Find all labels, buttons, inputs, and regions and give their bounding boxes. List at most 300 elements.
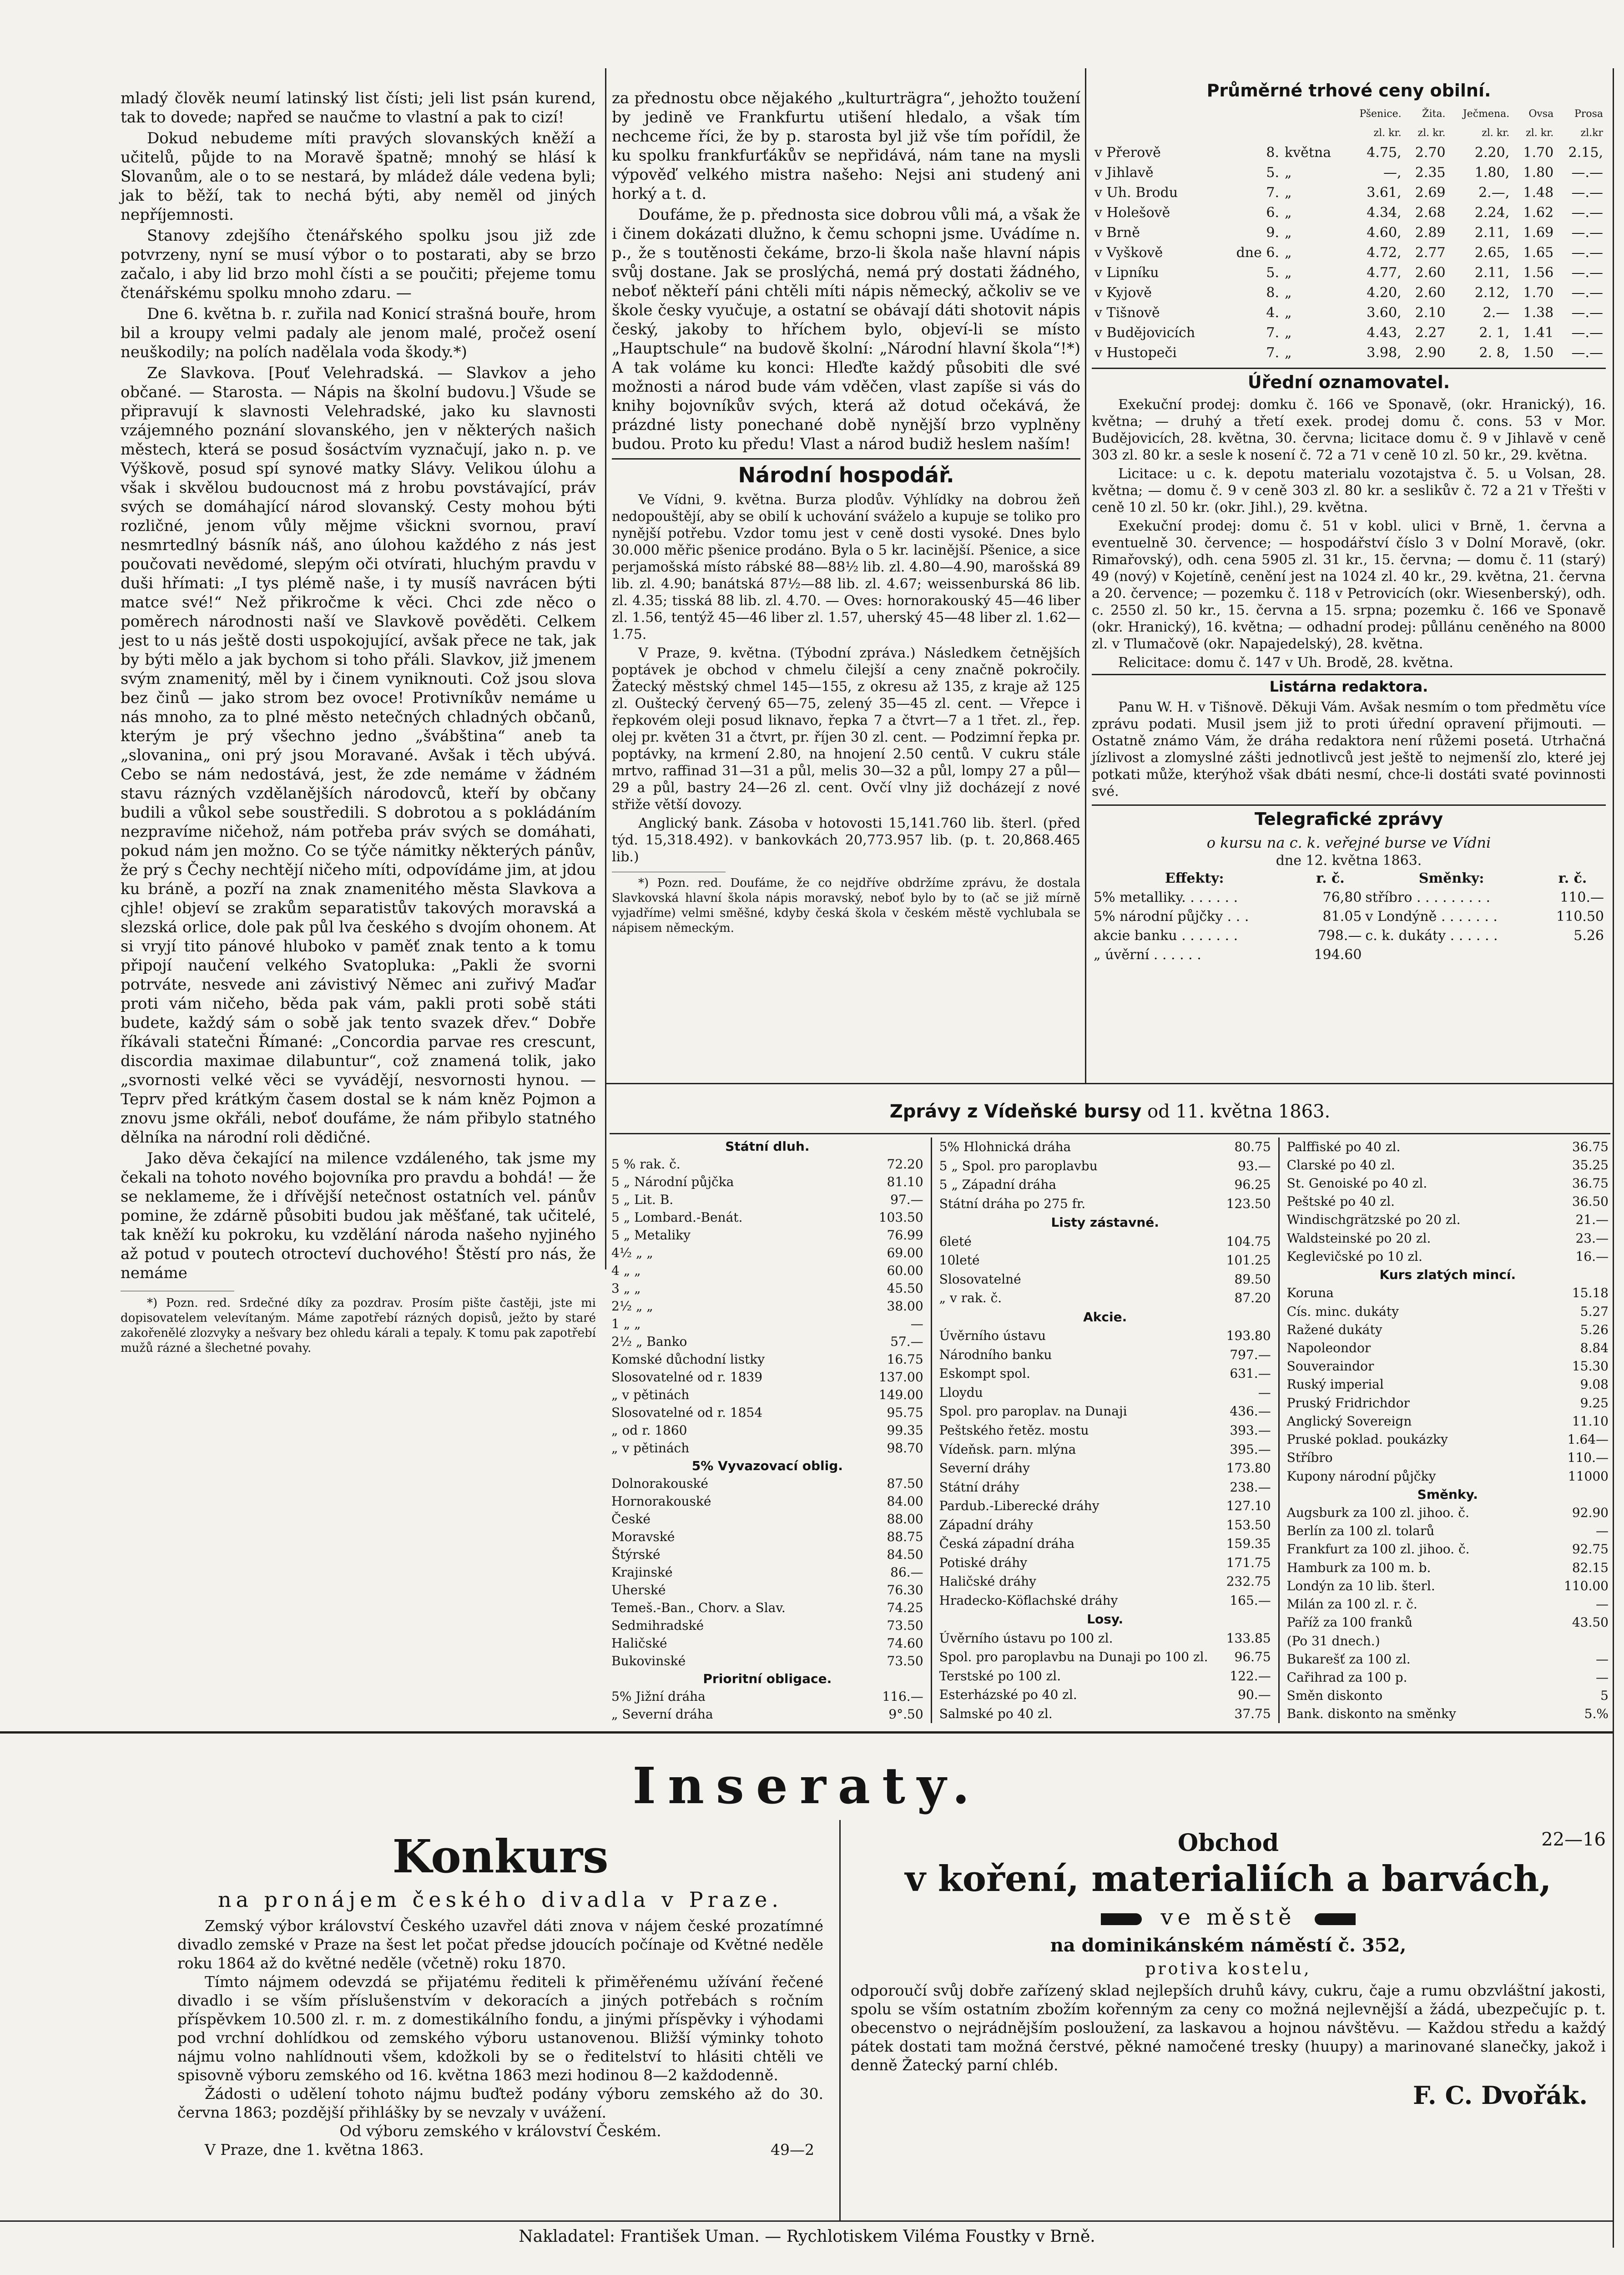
table-section-row xyxy=(610,1670,925,1688)
table-cell-name: Moravské xyxy=(611,1529,675,1544)
paragraph: Doufáme, že p. přednosta sice dobrou vůli má, a však že i činem dokázati dlužno, k čemu schopni jsme. Uvádíme n. p., že s toutěnosti čekáme, brzo-li škola naše hlavní nápis svůj dostane. Jak se proslýchá, nemá prý dostati žádného, neboť někteří páni chtěli míti nápis německý, ačkoliv se ve škole česky vyučuje, a ostatní se obávají dáti shotovit nápis český, jakoby to hříchem bylo, objeví-li se místo „Hauptschule“ na budově školní: „Národní hlavní škola“!*) A tak voláme ku konci: Hleďte každý působiti dle své možnosti a národ bude vám vděčen, vlast zapíše si vás do knihy bojovníkův svých, která až dotud očekává, že prázdné listy ponechané době nynější brzo vyplněny budou. Proto ku předu! Vlast a národ budiž heslem naším! xyxy=(612,206,1080,453)
table-cell-value: 193.80 xyxy=(1226,1328,1271,1344)
table-row xyxy=(610,1386,925,1404)
table-row xyxy=(610,1297,925,1315)
table-row xyxy=(1285,1431,1610,1449)
table-cell-name: Esterházské po 40 zl. xyxy=(939,1687,1077,1703)
table-row xyxy=(938,1440,1273,1459)
table-row xyxy=(610,1492,925,1510)
table-cell-value xyxy=(1539,945,1606,965)
table-cell-value: 82.15 xyxy=(1572,1560,1609,1575)
table-cell-value: 87.50 xyxy=(887,1476,923,1491)
table-row xyxy=(1092,323,1606,343)
table-row xyxy=(938,1289,1273,1308)
table-cell-price: —, xyxy=(1383,165,1402,181)
table-cell-name: Uherské xyxy=(611,1582,666,1598)
table-row xyxy=(1285,1320,1610,1339)
unit-label: zl. kr. xyxy=(1373,127,1402,139)
table-cell-value: 110.— xyxy=(1560,890,1604,905)
table-cell-value: 35.25 xyxy=(1572,1157,1609,1173)
table-cell-name: 5 „ Západní dráha xyxy=(939,1177,1057,1193)
table-cell-effect: 5% metalliky. . . . . . . xyxy=(1094,890,1238,905)
table-row xyxy=(610,1208,925,1226)
table-row xyxy=(1285,1138,1610,1156)
table-cell-name: 2½ „ „ xyxy=(611,1299,653,1314)
table-row xyxy=(1285,1558,1610,1577)
table-section-heading: Kurs zlatých mincí. xyxy=(1379,1267,1516,1283)
table-section-heading: Prioritní obligace. xyxy=(703,1671,832,1686)
table-cell-value: 81.05 xyxy=(1322,909,1362,925)
table-cell-value: 74.25 xyxy=(887,1600,923,1615)
table-cell-name: Windischgrätzské po 20 zl. xyxy=(1286,1212,1461,1228)
table-cell-value: 5.27 xyxy=(1580,1304,1609,1319)
table-cell-value: 80.75 xyxy=(1234,1139,1271,1155)
table-row xyxy=(938,1553,1273,1572)
table-cell-name: 5 % rak. č. xyxy=(611,1157,681,1172)
table-cell-name: Pruské poklad. poukázky xyxy=(1286,1432,1448,1447)
table-cell-price: 3.98, xyxy=(1367,345,1402,361)
table-cell-name: Pardub.-Liberecké dráhy xyxy=(939,1498,1099,1514)
pointing-hand-icon xyxy=(1315,1913,1356,1925)
table-cell-name: „ v pětinách xyxy=(611,1441,690,1456)
table-row xyxy=(1092,263,1606,283)
table-cell-day: 7. xyxy=(1266,185,1280,201)
table-cell-value: 43.50 xyxy=(1572,1615,1609,1630)
table-cell-price: 2.70 xyxy=(1415,145,1446,161)
table-cell-value: 103.50 xyxy=(878,1210,923,1225)
table-cell-name: Paříž za 100 franků xyxy=(1286,1615,1413,1630)
table-cell-name: 2½ „ Banko xyxy=(611,1334,687,1349)
table-cell-value: 5 xyxy=(1600,1688,1609,1704)
table-cell-value: 96.75 xyxy=(1234,1649,1271,1665)
table-cell-price: 4.77, xyxy=(1367,265,1402,281)
table-cell-name: 5 „ Spol. pro paroplavbu xyxy=(939,1158,1098,1173)
paragraph: Žádosti o udělení tohoto nájmu buďtež podány výboru zemského až do 30. června 1863; pozdější přihlášky by se nevzaly v uvážení. xyxy=(177,2085,823,2121)
table-cell-price: 4.20, xyxy=(1367,285,1402,301)
table-cell-name: Palffiské po 40 zl. xyxy=(1286,1139,1401,1154)
column-divider xyxy=(931,1138,932,1723)
table-cell-name: Dolnorakouské xyxy=(611,1476,708,1491)
table-row xyxy=(1092,143,1606,163)
table-cell-value: 16.75 xyxy=(887,1352,923,1367)
table-cell-name: Ruský imperial xyxy=(1286,1377,1384,1392)
telegraf-table xyxy=(1092,869,1606,965)
table-row xyxy=(610,1475,925,1492)
table-section-heading: Losy. xyxy=(1087,1612,1124,1627)
table-row xyxy=(938,1704,1273,1723)
table-cell-price: 1.70 xyxy=(1523,145,1554,161)
table-cell-price: 2.—, xyxy=(1478,185,1510,201)
table-cell-name: Západní dráhy xyxy=(939,1517,1034,1532)
paragraph: Panu W. H. v Tišnově. Děkuji Vám. Avšak nesmím o tom předmětu více zprávu podati. Musil jsem již to proti úřední opravení přijmouti. — Ostatně známo Vám, že dráha redaktora není růžemi posetá. Utrhačná jízlivost a zlomyslné zášti jednotlivců jest ještě to nejmenší zlo, které jej potkati může, kterýhož však dbáti nesmí, chce-li dostáti svaté povinnosti své. xyxy=(1092,699,1606,799)
table-cell-price: 1.38 xyxy=(1523,305,1554,321)
inseraty-title: Inseraty. xyxy=(632,1756,982,1815)
table-cell-name: Štýrské xyxy=(611,1547,661,1562)
table-cell-name: 4½ „ „ xyxy=(611,1245,653,1260)
table-cell-name: Česká západní dráha xyxy=(939,1536,1075,1552)
table-cell-value: 123.50 xyxy=(1226,1196,1271,1211)
pointing-hand-icon xyxy=(1101,1913,1142,1925)
paragraph: Tímto nájmem odevzdá se přijatému řediteli k přiměřenému užívání řečené divadlo i se vším příslušenstvím v dekoracích a jiných potřebách s ročním příspěvkem 10.500 zl. r. m. z domestikálního fondu, a jinými příspěvky i výhodami pod vrchní dohlídkou od zemského výboru ustanovenou. Bližší výminky tohoto nájmu volno nahlídnouti všem, kdožkoli by se o ředitelství to hlásiti chtěli ve spisovně výboru zemského od 16. května 1863 mezi hodinou 8—2 každodenně. xyxy=(177,1973,823,2084)
table-cell-day: 5. xyxy=(1266,265,1280,281)
table-row xyxy=(610,1404,925,1421)
table-cell-name: Anglický Sovereign xyxy=(1286,1413,1412,1429)
table-cell-price: —.— xyxy=(1571,265,1603,281)
table-cell-name: Cařihrad za 100 p. xyxy=(1286,1669,1407,1685)
table-cell-place: v Holešově xyxy=(1094,205,1170,221)
table-cell-value: 69.00 xyxy=(887,1245,923,1260)
paragraph: Exekuční prodej: domu č. 51 v kobl. ulici v Brně, 1. června a eventuelně 30. července; — hospodářství číslo 3 v Dolní Moravě, (okr. Rimařovský), odh. cena 5905 zl. 31 kr., 15. června; — domu č. 11 (starý) 49 (nový) v Kojetíně, cenění jest na 1024 zl. 40 kr., 29. května, 21. června a 20. července; — pozemku č. 118 v Petrovicích (okr. Wiesenberský), odh. c. 2550 zl. 50 kr., 15. června a 15. srpna; pozemku č. 166 ve Sponavě (okr. Hranický), 16. května; — odhadní prodej: půllánu ceněného na 8000 zl. v Tlumačově (okr. Napajedelský), 28. května. xyxy=(1092,518,1606,652)
table-cell-value: 93.— xyxy=(1238,1158,1271,1173)
table-row xyxy=(938,1534,1273,1553)
table-row xyxy=(1285,1503,1610,1522)
table-cell-value: — xyxy=(1596,1651,1609,1667)
table-cell-price: 1.56 xyxy=(1523,265,1554,281)
table-row xyxy=(938,1496,1273,1516)
table-cell-exchange: c. k. dukáty . . . . . . xyxy=(1365,928,1498,944)
table-row xyxy=(938,1175,1273,1194)
table-section-row xyxy=(610,1138,925,1155)
obchod-city: ve městě xyxy=(1160,1905,1296,1930)
table-cell-price: 2.24, xyxy=(1474,205,1510,221)
footer-divider xyxy=(0,2220,1614,2222)
table-row xyxy=(1092,223,1606,243)
inserate-divider xyxy=(0,1731,1614,1734)
table-cell-name: „ Severní dráha xyxy=(611,1707,713,1722)
column-header: Žita. xyxy=(1422,108,1446,120)
table-cell-value: 96.25 xyxy=(1234,1177,1271,1193)
section-title-narodni-hospodar: Národní hospodář. xyxy=(738,463,954,487)
column-header: r. č. xyxy=(1558,870,1587,886)
paragraph: V Praze, 9. května. (Týbodní zpráva.) Následkem četnějších poptávek je obchod v chmelu čilejší a ceny značně pokročily. Žatecký městský chmel 145—155, z okresu až 135, z kraje až 125 zl. Ouštecký červený 65—75, zelený 35—45 zl. cent. — Vřepce i řepkovém oleji posud liknavo, řepka 7 a čtvrt—7 a 1 třet. zl., řep. olej pr. květen 31 a čtvrt, pr. říjen 30 zl. cent. — Podzimní řepka pr. poptávky, na krmení 2.80, na hnojení 2.50 centů. V cukru stále mrtvo, raffinad 31—31 a půl, melis 30—32 a půl, lompy 27 a půl—29 a půl, bastry 24—26 zl. cent. Ovčí vlny již docházejí z nové střiže větší dovozy. xyxy=(612,645,1080,813)
table-cell-name: Komské důchodní listky xyxy=(611,1352,765,1367)
table-cell-name: Haličské dráhy xyxy=(939,1574,1037,1589)
paragraph: Ve Vídni, 9. května. Burza plodův. Výhlídky na dobrou žeň nedopouštějí, aby se obilí k uchování sváželo a kupuje se toliko pro nynější potřebu. Vzdor tomu jest v ceně dosti vysoké. Dnes bylo 30.000 měřic pšenice prodáno. Byla o 5 kr. lacinější. Pšenice, a sice perjamošská místo rábské 88—88½ lib. zl. 4.80—4.90, marošská 89 lib. zl. 4.90; banátská 87½—88 lib. zl. 4.67; weissenburská 86 lib. zl. 4.35; tisská 88 lib. zl. 4.70. — Oves: hornorakouský 45—46 liber zl. 1.56, tentýž 45—46 liber zl. 1.57, uherský 45—48 liber zl. 1.62—1.75. xyxy=(612,492,1080,642)
table-unit-row xyxy=(1092,124,1606,143)
column-header: r. č. xyxy=(1316,870,1345,886)
table-row xyxy=(610,1688,925,1705)
table-cell-price: 1.62 xyxy=(1523,205,1554,221)
table-cell-name: Bank. diskonto na směnky xyxy=(1286,1706,1456,1722)
table-cell-name: Kupony národní půjčky xyxy=(1286,1468,1436,1484)
section-rule xyxy=(612,458,1080,460)
table-cell-value: 76,80 xyxy=(1322,890,1362,905)
table-cell-value: 76.30 xyxy=(887,1582,923,1598)
table-cell-name: Úvěrního ústavu xyxy=(939,1328,1046,1344)
table-cell-value: — xyxy=(1596,1597,1609,1612)
table-row xyxy=(1285,1467,1610,1485)
konkurs-title: Konkurs xyxy=(392,1830,609,1883)
table-cell-name: Vídeňsk. parn. mlýna xyxy=(939,1441,1076,1457)
table-cell-effect: „ úvěrní . . . . . . xyxy=(1094,947,1201,963)
burza-header xyxy=(610,1101,1610,1122)
table-cell-value: 92.75 xyxy=(1572,1542,1609,1557)
table-cell-name: Temeš.-Ban., Chorv. a Slav. xyxy=(611,1600,786,1615)
table-cell-value: 631.— xyxy=(1230,1366,1271,1381)
table-row xyxy=(1285,1540,1610,1558)
table-cell-day: 7. xyxy=(1266,345,1280,361)
table-cell-value xyxy=(1543,1632,1610,1650)
table-cell-value: 45.50 xyxy=(887,1281,923,1296)
table-row xyxy=(610,1244,925,1262)
table-cell-place: v Přerově xyxy=(1094,145,1161,161)
table-section-row xyxy=(1285,1266,1610,1284)
table-cell-name: Hamburk za 100 m. b. xyxy=(1286,1560,1431,1575)
table-section-heading: Státní dluh. xyxy=(725,1139,810,1154)
table-row xyxy=(938,1364,1273,1383)
table-cell-price: 2. 8, xyxy=(1479,345,1510,361)
table-cell-month: „ xyxy=(1285,185,1292,201)
table-row xyxy=(938,1270,1273,1289)
table-cell-price: 1.50 xyxy=(1523,345,1554,361)
burza-title: Zprávy z Vídeňské bursy xyxy=(889,1101,1142,1122)
table-cell-month: „ xyxy=(1285,225,1292,241)
unit-label: zl. kr. xyxy=(1417,127,1446,139)
table-cell-price: 2.89 xyxy=(1415,225,1446,241)
table-cell-name: Milán za 100 zl. r. č. xyxy=(1286,1597,1417,1612)
table-cell-price: 1.70 xyxy=(1523,285,1554,301)
ad-number: 22—16 xyxy=(1541,1829,1606,1850)
table-row xyxy=(1092,283,1606,303)
table-cell-price: —.— xyxy=(1571,345,1603,361)
telegraf-subtitle: o kursu na c. k. veřejné burse ve Vídni xyxy=(1206,834,1491,851)
paragraph: Exekuční prodej: domku č. 166 ve Sponavě, (okr. Hranický), 16. května; — druhý a třetí exek. prodej domu č. cons. 53 v Mor. Budějovicích, 28. května, 30. června; licitace domu č. 9 v Jihlavě v ceně 303 zl. 80 kr. a sesle k nosení č. 72 a 71 v ceně 10 zl. 50 kr., 29. května. xyxy=(1092,397,1606,463)
table-row xyxy=(938,1157,1273,1176)
table-cell-value: 101.25 xyxy=(1226,1253,1271,1268)
table-row xyxy=(610,1510,925,1528)
paragraph: Relicitace: domu č. 147 v Uh. Brodě, 28. května. xyxy=(1118,655,1453,671)
article-column-3 xyxy=(1092,77,1606,965)
table-row xyxy=(1285,1229,1610,1247)
table-cell-price: 2.60 xyxy=(1415,285,1446,301)
table-cell-name: Směn diskonto xyxy=(1286,1688,1383,1704)
table-cell-value: 798.— xyxy=(1317,928,1362,944)
table-cell-name: Frankfurt za 100 zl. jihoo. č. xyxy=(1286,1542,1470,1557)
column-header: Ovsa xyxy=(1528,108,1554,120)
table-row xyxy=(610,1652,925,1670)
table-cell-value: 73.50 xyxy=(887,1618,923,1633)
table-cell-value: 149.00 xyxy=(878,1387,923,1402)
table-cell-value: 110.— xyxy=(1567,1450,1609,1466)
table-cell-place: v Lipníku xyxy=(1094,265,1159,281)
obchod-signature: F. C. Dvořák. xyxy=(1412,2081,1588,2110)
table-row xyxy=(610,1173,925,1191)
footnote: *) Pozn. red. Srdečné díky za pozdrav. Prosím pište častěji, jste mi dopisovatelem velevítaným. Máme zapotřebí rázných dopisů, ježto by staré zakořenělé zlozvyky a nešvary bez ohledu kárali a tepaly. K tomu pak zapotřebí mužů rázné a šlechetné povahy. xyxy=(121,1296,596,1355)
table-row xyxy=(1092,945,1606,965)
table-row xyxy=(610,1546,925,1563)
table-cell-value: 110.00 xyxy=(1564,1578,1609,1593)
table-cell-value: 72.20 xyxy=(887,1157,923,1172)
table-cell-name: 3 „ „ xyxy=(611,1281,641,1296)
konkurs-signature: Od výboru zemského v království Českém. xyxy=(339,2122,661,2140)
table-header-row xyxy=(1092,105,1606,124)
table-section-heading: Akcie. xyxy=(1083,1309,1127,1325)
table-cell-day: 7. xyxy=(1266,325,1280,341)
table-cell-month: „ xyxy=(1285,205,1292,221)
table-row xyxy=(610,1333,925,1350)
table-row xyxy=(938,1251,1273,1270)
table-cell-effect: 5% národní půjčky . . . xyxy=(1094,909,1249,925)
table-cell-value: — xyxy=(1596,1523,1609,1539)
table-section-row xyxy=(938,1308,1273,1327)
table-cell-price: 2.15, xyxy=(1568,145,1603,161)
table-cell-value: 76.99 xyxy=(887,1228,923,1243)
table-row xyxy=(938,1138,1273,1157)
table-cell-price: 1.41 xyxy=(1523,325,1554,341)
table-cell-value: 21.— xyxy=(1575,1212,1609,1228)
column-header: Prosa xyxy=(1574,108,1603,120)
table-row xyxy=(610,1191,925,1208)
table-cell-value: — xyxy=(1258,1385,1271,1400)
page-right-border xyxy=(1613,68,1614,2248)
table-cell-price: 4.60, xyxy=(1367,225,1402,241)
table-cell-value: 57.— xyxy=(890,1334,923,1349)
listarna-title: Listárna redaktora. xyxy=(1269,678,1428,695)
paragraph: odporoučí svůj dobře zařízený sklad nejlepších druhů kávy, cukru, čaje a rumu obzvláštní jakosti, spolu se vším ostatním zbožím kořenným za ceny co možná nejlevnější a žádá, ubezpečujíc p. t. obecenstvo o nejrádnějším posloužení, za laskavou a hojnou návštěvu. — Každou středu a každý pátek dostati tam možná čerstvé, pěkné namočené tresky (huupy) a marinované slanečky, jakož i denně Žatecký parní chléb. xyxy=(851,1982,1606,2074)
table-row xyxy=(938,1648,1273,1667)
table-cell-name: Úvěrního ústavu po 100 zl. xyxy=(939,1630,1113,1646)
paragraph: mladý člověk neumí latinský list čísti; jeli list psán kurend, tak to dovede; napřed se naučme to vlastní a pak to cizí! xyxy=(121,89,596,126)
table-cell-value: 9°.50 xyxy=(888,1707,923,1722)
table-cell-name: Bukarešť za 100 zl. xyxy=(1286,1651,1411,1667)
table-cell-value: 8.84 xyxy=(1580,1340,1609,1356)
table-row xyxy=(610,1563,925,1581)
table-cell-value: 99.35 xyxy=(887,1423,923,1438)
table-row xyxy=(938,1383,1273,1402)
table-cell-price: 2.— xyxy=(1483,305,1510,321)
table-cell-name: (Po 31 dnech.) xyxy=(1286,1633,1380,1648)
table-cell-value: 238.— xyxy=(1230,1479,1271,1495)
table-cell-place: v Vyškově xyxy=(1094,245,1163,261)
table-cell-day: 5. xyxy=(1266,165,1280,181)
table-cell-value: 88.75 xyxy=(887,1529,923,1544)
table-cell-value: 84.50 xyxy=(887,1547,923,1562)
table-cell-value: 395.— xyxy=(1230,1441,1271,1457)
paragraph: Anglický bank. Zásoba v hotovosti 15,141.760 lib. šterl. (před týd. 15,318.492). v bankovkách 20,773.957 lib. (p. t. 20,868.465 lib.) xyxy=(612,815,1080,865)
table-cell-price: 2.35 xyxy=(1415,165,1446,181)
table-cell-price: 4.43, xyxy=(1367,325,1402,341)
unit-label: zl. kr. xyxy=(1482,127,1510,139)
table-row xyxy=(938,1232,1273,1251)
table-cell-price: 2. 1, xyxy=(1479,325,1510,341)
obchod-address: na dominikánském náměstí č. 352, xyxy=(1050,1935,1407,1956)
table-cell-name: Peštského řetěz. mostu xyxy=(939,1422,1089,1438)
table-cell-month: „ xyxy=(1285,285,1292,301)
table-cell-day: 8. xyxy=(1266,145,1280,161)
table-cell-name: České xyxy=(611,1512,651,1527)
table-row xyxy=(610,1599,925,1617)
table-cell-name: Clarské po 40 zl. xyxy=(1286,1157,1395,1173)
table-cell-month: „ xyxy=(1285,345,1292,361)
table-header-row xyxy=(1092,869,1606,888)
table-cell-name: Slosovatelné xyxy=(939,1271,1021,1287)
table-cell-name: 5 „ Lit. B. xyxy=(611,1192,674,1207)
table-cell-value: 60.00 xyxy=(887,1263,923,1278)
table-cell-value: 98.70 xyxy=(887,1441,923,1456)
table-section-row xyxy=(1285,1485,1610,1503)
table-row xyxy=(1285,1595,1610,1613)
inserate-divider-vertical xyxy=(839,1820,841,2220)
table-cell-exchange: v Londýně . . . . . . . xyxy=(1365,909,1498,925)
table-cell-price: 1.80 xyxy=(1523,165,1554,181)
table-row xyxy=(610,1155,925,1173)
table-cell-name: Waldsteinské po 20 zl. xyxy=(1286,1230,1431,1246)
table-cell-price: 2.11, xyxy=(1474,265,1510,281)
table-row xyxy=(1285,1339,1610,1357)
table-cell-name: Potiské dráhy xyxy=(939,1555,1028,1570)
column-header: Ječmena. xyxy=(1463,108,1510,120)
table-cell-value: — xyxy=(910,1316,923,1331)
table-cell-month: „ xyxy=(1285,165,1292,181)
table-cell-value: 95.75 xyxy=(887,1405,923,1420)
table-cell-value: 23.— xyxy=(1575,1230,1609,1246)
table-cell-name: Berlín za 100 zl. tolarů xyxy=(1286,1523,1435,1539)
table-cell-price: 4.34, xyxy=(1367,205,1402,221)
table-row xyxy=(610,1315,925,1333)
table-cell-name: Státní dráha po 275 fr. xyxy=(939,1196,1086,1211)
table-cell-name: Augsburk za 100 zl. jihoo. č. xyxy=(1286,1505,1469,1520)
table-cell-price: 2.69 xyxy=(1415,185,1446,201)
burza-table-3 xyxy=(1285,1138,1610,1723)
table-cell-value: — xyxy=(1596,1669,1609,1685)
table-row xyxy=(1285,1705,1610,1723)
table-row xyxy=(1285,1211,1610,1229)
table-row xyxy=(1285,1394,1610,1412)
table-row xyxy=(1285,1522,1610,1540)
table-cell-price: 2.68 xyxy=(1415,205,1446,221)
table-row xyxy=(1285,1687,1610,1705)
table-cell-name: Pruský Fridrichdor xyxy=(1286,1395,1410,1410)
table-cell-value: 88.00 xyxy=(887,1512,923,1527)
table-cell-value: 122.— xyxy=(1230,1668,1271,1684)
table-row xyxy=(1092,926,1606,945)
table-cell-value: 86.— xyxy=(890,1565,923,1580)
paragraph: Jako děva čekající na milence vzdáleného, tak jsme my čekali na tohoto nového bojovníka pro pravdu a bohdá! — že se neklameme, že i dřívější netečnost ostatních vel. pánův pomine, že zdárně působiti budou jak měšťané, tak učitelé, tak kněží ku pokroku, ku vzdělání národa našeho nyjiného až potud v poutech otrocteví duchového! Štěstí pro nás, že nemáme xyxy=(121,1149,596,1282)
table-cell-day: 6. xyxy=(1266,205,1280,221)
table-cell-price: —.— xyxy=(1571,225,1603,241)
table-cell-name: Napoleondor xyxy=(1286,1340,1371,1356)
obchod-opposite: protiva kostelu, xyxy=(1145,1960,1311,1978)
table-cell-name: Londýn za 10 lib. šterl. xyxy=(1286,1578,1435,1593)
telegraf-title: Telegrafické zprávy xyxy=(1254,809,1443,829)
table-cell-name: Sedmihradské xyxy=(611,1618,704,1633)
table-row xyxy=(938,1402,1273,1421)
table-row xyxy=(1092,343,1606,363)
table-cell-value: 15.18 xyxy=(1572,1285,1609,1301)
table-cell-price: —.— xyxy=(1571,245,1603,261)
table-row xyxy=(1092,907,1606,926)
table-cell-value: 116.— xyxy=(882,1689,923,1704)
section-rule xyxy=(605,1083,1614,1084)
table-row xyxy=(1092,303,1606,323)
table-cell-exchange: stříbro . . . . . . . . . xyxy=(1365,890,1491,905)
table-cell-price: 3.61, xyxy=(1367,185,1402,201)
table-cell-value: 74.60 xyxy=(887,1636,923,1651)
table-cell-name: 1 „ „ xyxy=(611,1316,641,1331)
table-cell-name: „ od r. 1860 xyxy=(611,1423,687,1438)
table-cell-value: 38.00 xyxy=(887,1299,923,1314)
table-cell-value: 36.75 xyxy=(1572,1139,1609,1154)
table-row xyxy=(610,1368,925,1386)
table-cell-name: 10leté xyxy=(939,1253,980,1268)
section-rule xyxy=(1092,368,1606,369)
table-cell-name: Souveraindor xyxy=(1286,1359,1374,1374)
table-row xyxy=(610,1421,925,1439)
table-cell-month: „ xyxy=(1285,265,1292,281)
table-cell-name: 5% Jižní dráha xyxy=(611,1689,706,1704)
table-cell-name: Spol. pro paroplav. na Dunaji xyxy=(939,1404,1127,1419)
table-row xyxy=(610,1279,925,1297)
